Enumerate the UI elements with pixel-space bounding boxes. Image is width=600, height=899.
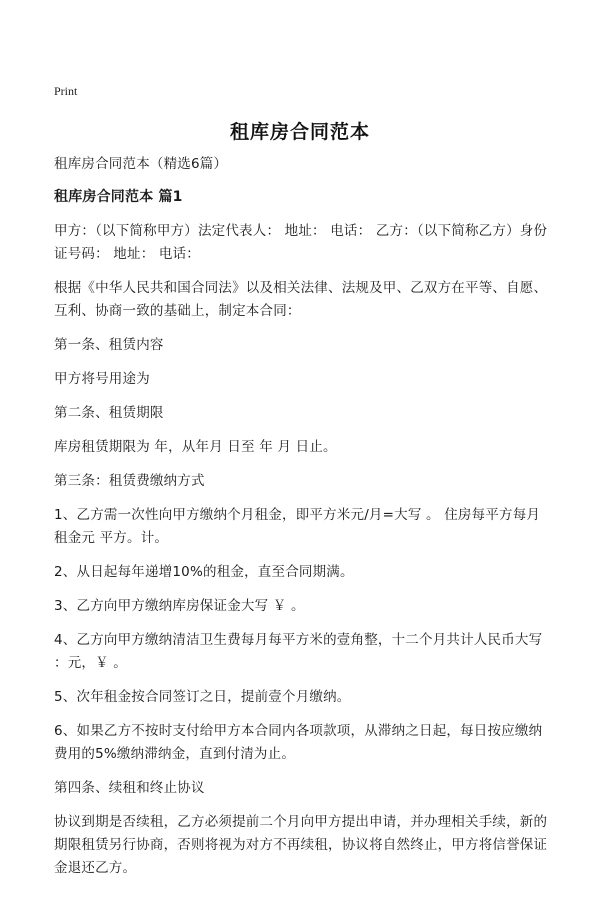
page-title: 租库房合同范本 [229,121,370,143]
article-3-item-6: 6、如果乙方不按时支付给甲方本合同内各项款项，从滞纳之日起，每日按应缴纳费用的5%缴纳滞纳金，直到付清为止。 [54,723,543,762]
article-1-text: 甲方将号用途为 [54,371,150,387]
article-4-text: 协议到期是否续租，乙方必须提前二个月向甲方提出申请，并办理相关手续，新的期限租赁另行协商，否则将视为对方不再续租，协议将自然终止，甲方将信誉保证金退还乙方。 [54,814,548,876]
article-3-item-3: 3、乙方向甲方缴纳库房保证金大写 ￥ 。 [54,598,305,614]
section-heading: 租库房合同范本 篇1 [54,189,183,205]
article-3-item-4: 4、乙方向甲方缴纳清洁卫生费每月每平方米的壹角整，十二个月共计人民币大写 ：元，￥ 。 [54,632,543,671]
article-2-heading: 第二条、租赁期限 [54,405,164,421]
article-3-item-5: 5、次年租金按合同签订之日，提前壹个月缴纳。 [54,689,351,705]
article-3-heading: 第三条：租赁费缴纳方式 [54,473,205,489]
print-label: Print [54,84,78,98]
article-2-text: 库房租赁期限为 年，从年月 日至 年 月 日止。 [54,439,337,455]
document-body [54,153,550,891]
article-4-heading: 第四条、续租和终止协议 [54,780,205,796]
article-1-heading: 第一条、租赁内容 [54,337,164,353]
preamble-paragraph: 根据《中华人民共和国合同法》以及相关法律、法规及甲、乙双方在平等、自愿、互利、协商一致的基础上，制定本合同： [54,280,548,319]
article-3-item-1: 1、乙方需一次性向甲方缴纳个月租金，即平方米元/月=大写 。 住房每平方每月租金元 平方。计。 [54,507,541,546]
party-info-paragraph: 甲方：（以下简称甲方）法定代表人： 地址： 电话： 乙方：（以下简称乙方）身份证号码： 地址： 电话： [54,223,548,262]
article-3-item-2: 2、从日起每年递增10%的租金，直至合同期满。 [54,564,354,580]
document-subtitle: 租库房合同范本（精选6篇） [54,156,228,172]
